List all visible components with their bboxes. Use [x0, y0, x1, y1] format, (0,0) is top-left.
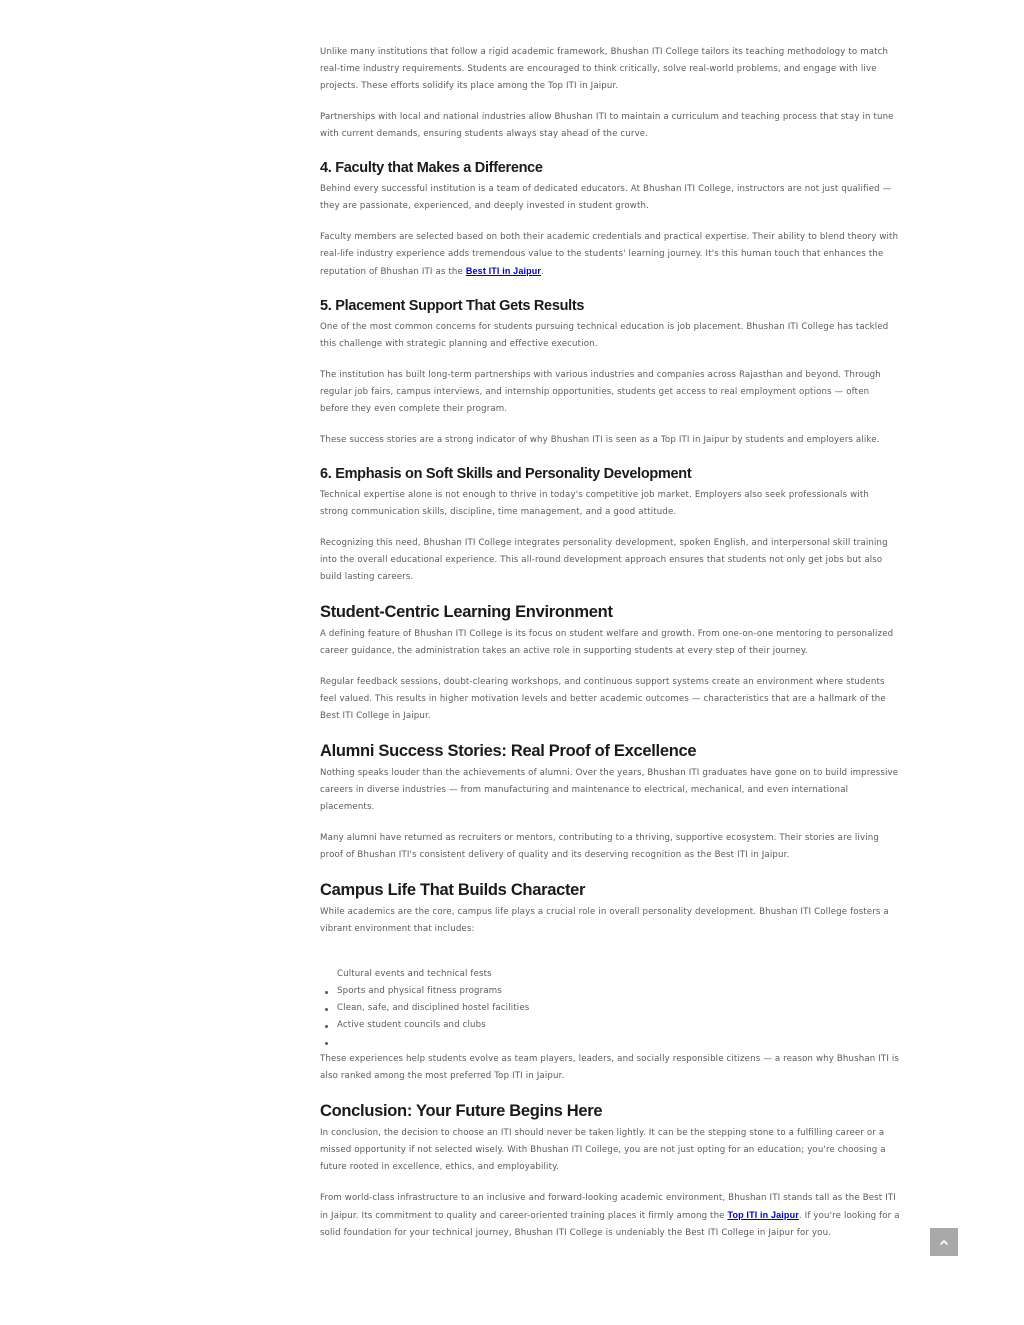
article-content [320, 44, 900, 1256]
list-item [320, 1017, 900, 1034]
list-item [320, 1034, 900, 1051]
alumni-heading: Alumni Success Stories: Real Proof of Excellence [320, 742, 697, 760]
alumni-paragraph-1: Nothing speaks louder than the achievements of alumni. Over the years, Bhushan ITI graduates have gone on to build impressive careers in diverse industries — from manufacturing and maintenance to electrical, mechanical, and even international placements. [320, 768, 899, 812]
soft-skills-paragraph-1: Technical expertise alone is not enough to thrive in today's competitive job market. Employers also seek professionals with strong communication skills, discipline, time management, and a good attitude. [320, 490, 869, 517]
soft-skills-paragraph-2: Recognizing this need, Bhushan ITI College integrates personality development, spoken English, and interpersonal skill training into the overall educational experience. This all-round development approach ensures that students not only get jobs but also build lasting careers. [320, 538, 888, 582]
bullet-icon [325, 991, 328, 994]
student-centric-heading: Student-Centric Learning Environment [320, 603, 613, 621]
list-item-text: Clean, safe, and disciplined hostel facilities [337, 1003, 530, 1013]
best-iti-link[interactable]: Best ITI in Jaipur [465, 266, 542, 276]
conclusion-paragraph-2-text: From world-class infrastructure to an inclusive and forward-looking academic environment, Bhushan ITI stands tall as the Best ITI in Jaipur. Its commitment to quality and career-oriented training places it firmly among the [320, 1193, 896, 1221]
faculty-paragraph-1: Behind every successful institution is a team of dedicated educators. At Bhushan ITI College, instructors are not just qualified — they are passionate, experienced, and deeply invested in student growth. [320, 184, 892, 211]
faculty-heading: 4. Faculty that Makes a Difference [320, 160, 543, 176]
campus-paragraph-2: These experiences help students evolve as team players, leaders, and socially responsible citizens — a reason why Bhushan ITI is also ranked among the most preferred Top ITI in Jaipur. [320, 1054, 900, 1081]
back-to-top-button[interactable] [930, 1228, 958, 1256]
campus-paragraph-1: While academics are the core, campus life plays a crucial role in overall personality development. Bhushan ITI College fosters a vibrant environment that includes: [320, 907, 889, 934]
faculty-paragraph-2-text: Faculty members are selected based on both their academic credentials and practical expertise. Their ability to blend theory with real-life industry experience adds tremendous value to the students' learning journey. It's this human touch that enhances the reputation of Bhushan ITI as the [320, 232, 899, 277]
placement-heading: 5. Placement Support That Gets Results [320, 298, 585, 314]
conclusion-paragraph-2-end: . If you're looking for a solid foundation for your technical journey, Bhushan ITI College is undeniably the Best ITI College in Jaipur for you. [320, 1211, 900, 1238]
faculty-paragraph-2 [320, 229, 900, 281]
chevron-up-icon [939, 1239, 949, 1246]
list-item [320, 1000, 900, 1017]
bullet-icon [325, 1008, 328, 1011]
conclusion-heading: Conclusion: Your Future Begins Here [320, 1102, 603, 1120]
list-item [320, 983, 900, 1000]
placement-paragraph-2: The institution has built long-term partnerships with various industries and companies across Rajasthan and beyond. Through regular job fairs, campus interviews, and internship opportunities, students get access to real employment options — often before they even complete their program. [320, 370, 881, 414]
soft-skills-heading: 6. Emphasis on Soft Skills and Personality Development [320, 466, 692, 482]
list-item-text: Cultural events and technical fests [337, 969, 492, 979]
intro-paragraph-2: Partnerships with local and national industries allow Bhushan ITI to maintain a curriculum and teaching process that stay in tune with current demands, ensuring students always stay ahead of the curve. [320, 112, 894, 139]
bullet-icon [325, 1042, 328, 1045]
intro-paragraph-1: Unlike many institutions that follow a rigid academic framework, Bhushan ITI College tailors its teaching methodology to match real-time industry requirements. Students are encouraged to think critically, solve real-world problems, and engage with live projects. These efforts solidify its place among the Top ITI in Jaipur. [320, 47, 889, 91]
student-centric-paragraph-1: A defining feature of Bhushan ITI College is its focus on student welfare and growth. From one-on-one mentoring to personalized career guidance, the administration takes an active role in supporting students at every step of their journey. [320, 629, 894, 656]
alumni-paragraph-2: Many alumni have returned as recruiters or mentors, contributing to a thriving, supportive ecosystem. Their stories are living proof of Bhushan ITI's consistent delivery of quality and its deserving recognition as the Best ITI in Jaipur. [320, 833, 879, 860]
top-iti-link[interactable]: Top ITI in Jaipur [727, 1210, 799, 1220]
conclusion-paragraph-2 [320, 1190, 900, 1242]
campus-activities-list [320, 966, 900, 1051]
bullet-icon [325, 1025, 328, 1028]
list-item-text: Sports and physical fitness programs [337, 986, 502, 996]
placement-paragraph-3: These success stories are a strong indicator of why Bhushan ITI is seen as a Top ITI in Jaipur by students and employers alike. [320, 435, 880, 445]
campus-heading: Campus Life That Builds Character [320, 881, 586, 899]
placement-paragraph-1: One of the most common concerns for students pursuing technical education is job placement. Bhushan ITI College has tackled this challenge with strategic planning and effective execution. [320, 322, 889, 349]
list-item-text: Active student councils and clubs [337, 1020, 486, 1030]
faculty-paragraph-2-end: . [541, 267, 544, 277]
list-item [320, 966, 900, 983]
conclusion-paragraph-1: In conclusion, the decision to choose an ITI should never be taken lightly. It can be the stepping stone to a fulfilling career or a missed opportunity if not selected wisely. With Bhushan ITI College, you are not just opting for an education; you're choosing a future rooted in excellence, ethics, and employability. [320, 1128, 886, 1172]
student-centric-paragraph-2: Regular feedback sessions, doubt-clearing workshops, and continuous support systems create an environment where students feel valued. This results in higher motivation levels and better academic outcomes — characteristics that are a hallmark of the Best ITI College in Jaipur. [320, 677, 886, 721]
list-spacer [320, 952, 900, 966]
